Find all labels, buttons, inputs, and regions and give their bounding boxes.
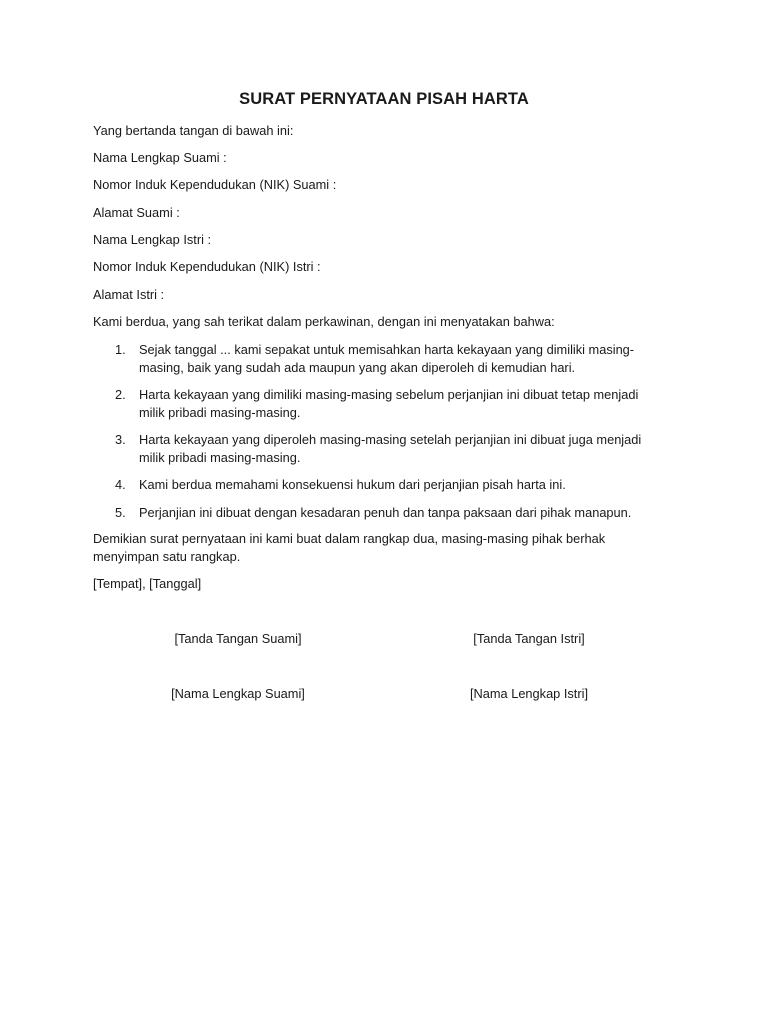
intro-text: Yang bertanda tangan di bawah ini: — [93, 123, 294, 138]
wife-name-placeholder: [Nama Lengkap Istri] — [469, 686, 589, 701]
list-item-text: Harta kekayaan yang dimiliki masing-masing sebelum perjanjian ini dibuat tetap menjadi milik pribadi masing-masing. — [139, 387, 639, 420]
list-item-text: Kami berdua memahami konsekuensi hukum dari perjanjian pisah harta ini. — [139, 477, 566, 492]
field-husband-address: Alamat Suami : — [93, 205, 180, 220]
field-wife-name: Nama Lengkap Istri : — [93, 232, 212, 247]
list-item-text: Harta kekayaan yang diperoleh masing-masing setelah perjanjian ini dibuat juga menjadi milik pribadi masing-masing. — [139, 432, 642, 465]
field-husband-name: Nama Lengkap Suami : — [93, 150, 227, 165]
field-wife-nik: Nomor Induk Kependudukan (NIK) Istri : — [93, 259, 321, 274]
husband-signature-placeholder: [Tanda Tangan Suami] — [174, 631, 302, 646]
statement-intro: Kami berdua, yang sah terikat dalam perkawinan, dengan ini menyatakan bahwa: — [93, 314, 555, 329]
field-wife-address: Alamat Istri : — [93, 287, 165, 302]
list-item-text: Perjanjian ini dibuat dengan kesadaran penuh dan tanpa paksaan dari pihak manapun. — [139, 505, 632, 520]
list-item-text: Sejak tanggal ... kami sepakat untuk memisahkan harta kekayaan yang dimiliki masing-masing, baik yang sudah ada maupun yang akan diperoleh di kemudian hari. — [139, 342, 635, 375]
field-husband-nik: Nomor Induk Kependudukan (NIK) Suami : — [93, 177, 337, 192]
document-title: SURAT PERNYATAAN PISAH HARTA — [239, 90, 529, 108]
list-item-number: 4. — [115, 477, 126, 492]
list-item-number: 5. — [115, 505, 126, 520]
husband-name-placeholder: [Nama Lengkap Suami] — [171, 686, 305, 701]
list-item-number: 3. — [115, 432, 126, 447]
wife-signature-placeholder: [Tanda Tangan Istri] — [473, 631, 585, 646]
place-date: [Tempat], [Tanggal] — [93, 576, 202, 591]
closing-paragraph: Demikian surat pernyataan ini kami buat dalam rangkap dua, masing-masing pihak berhak menyimpan satu rangkap. — [93, 531, 606, 564]
list-item-number: 1. — [115, 342, 126, 357]
list-item-number: 2. — [115, 387, 126, 402]
